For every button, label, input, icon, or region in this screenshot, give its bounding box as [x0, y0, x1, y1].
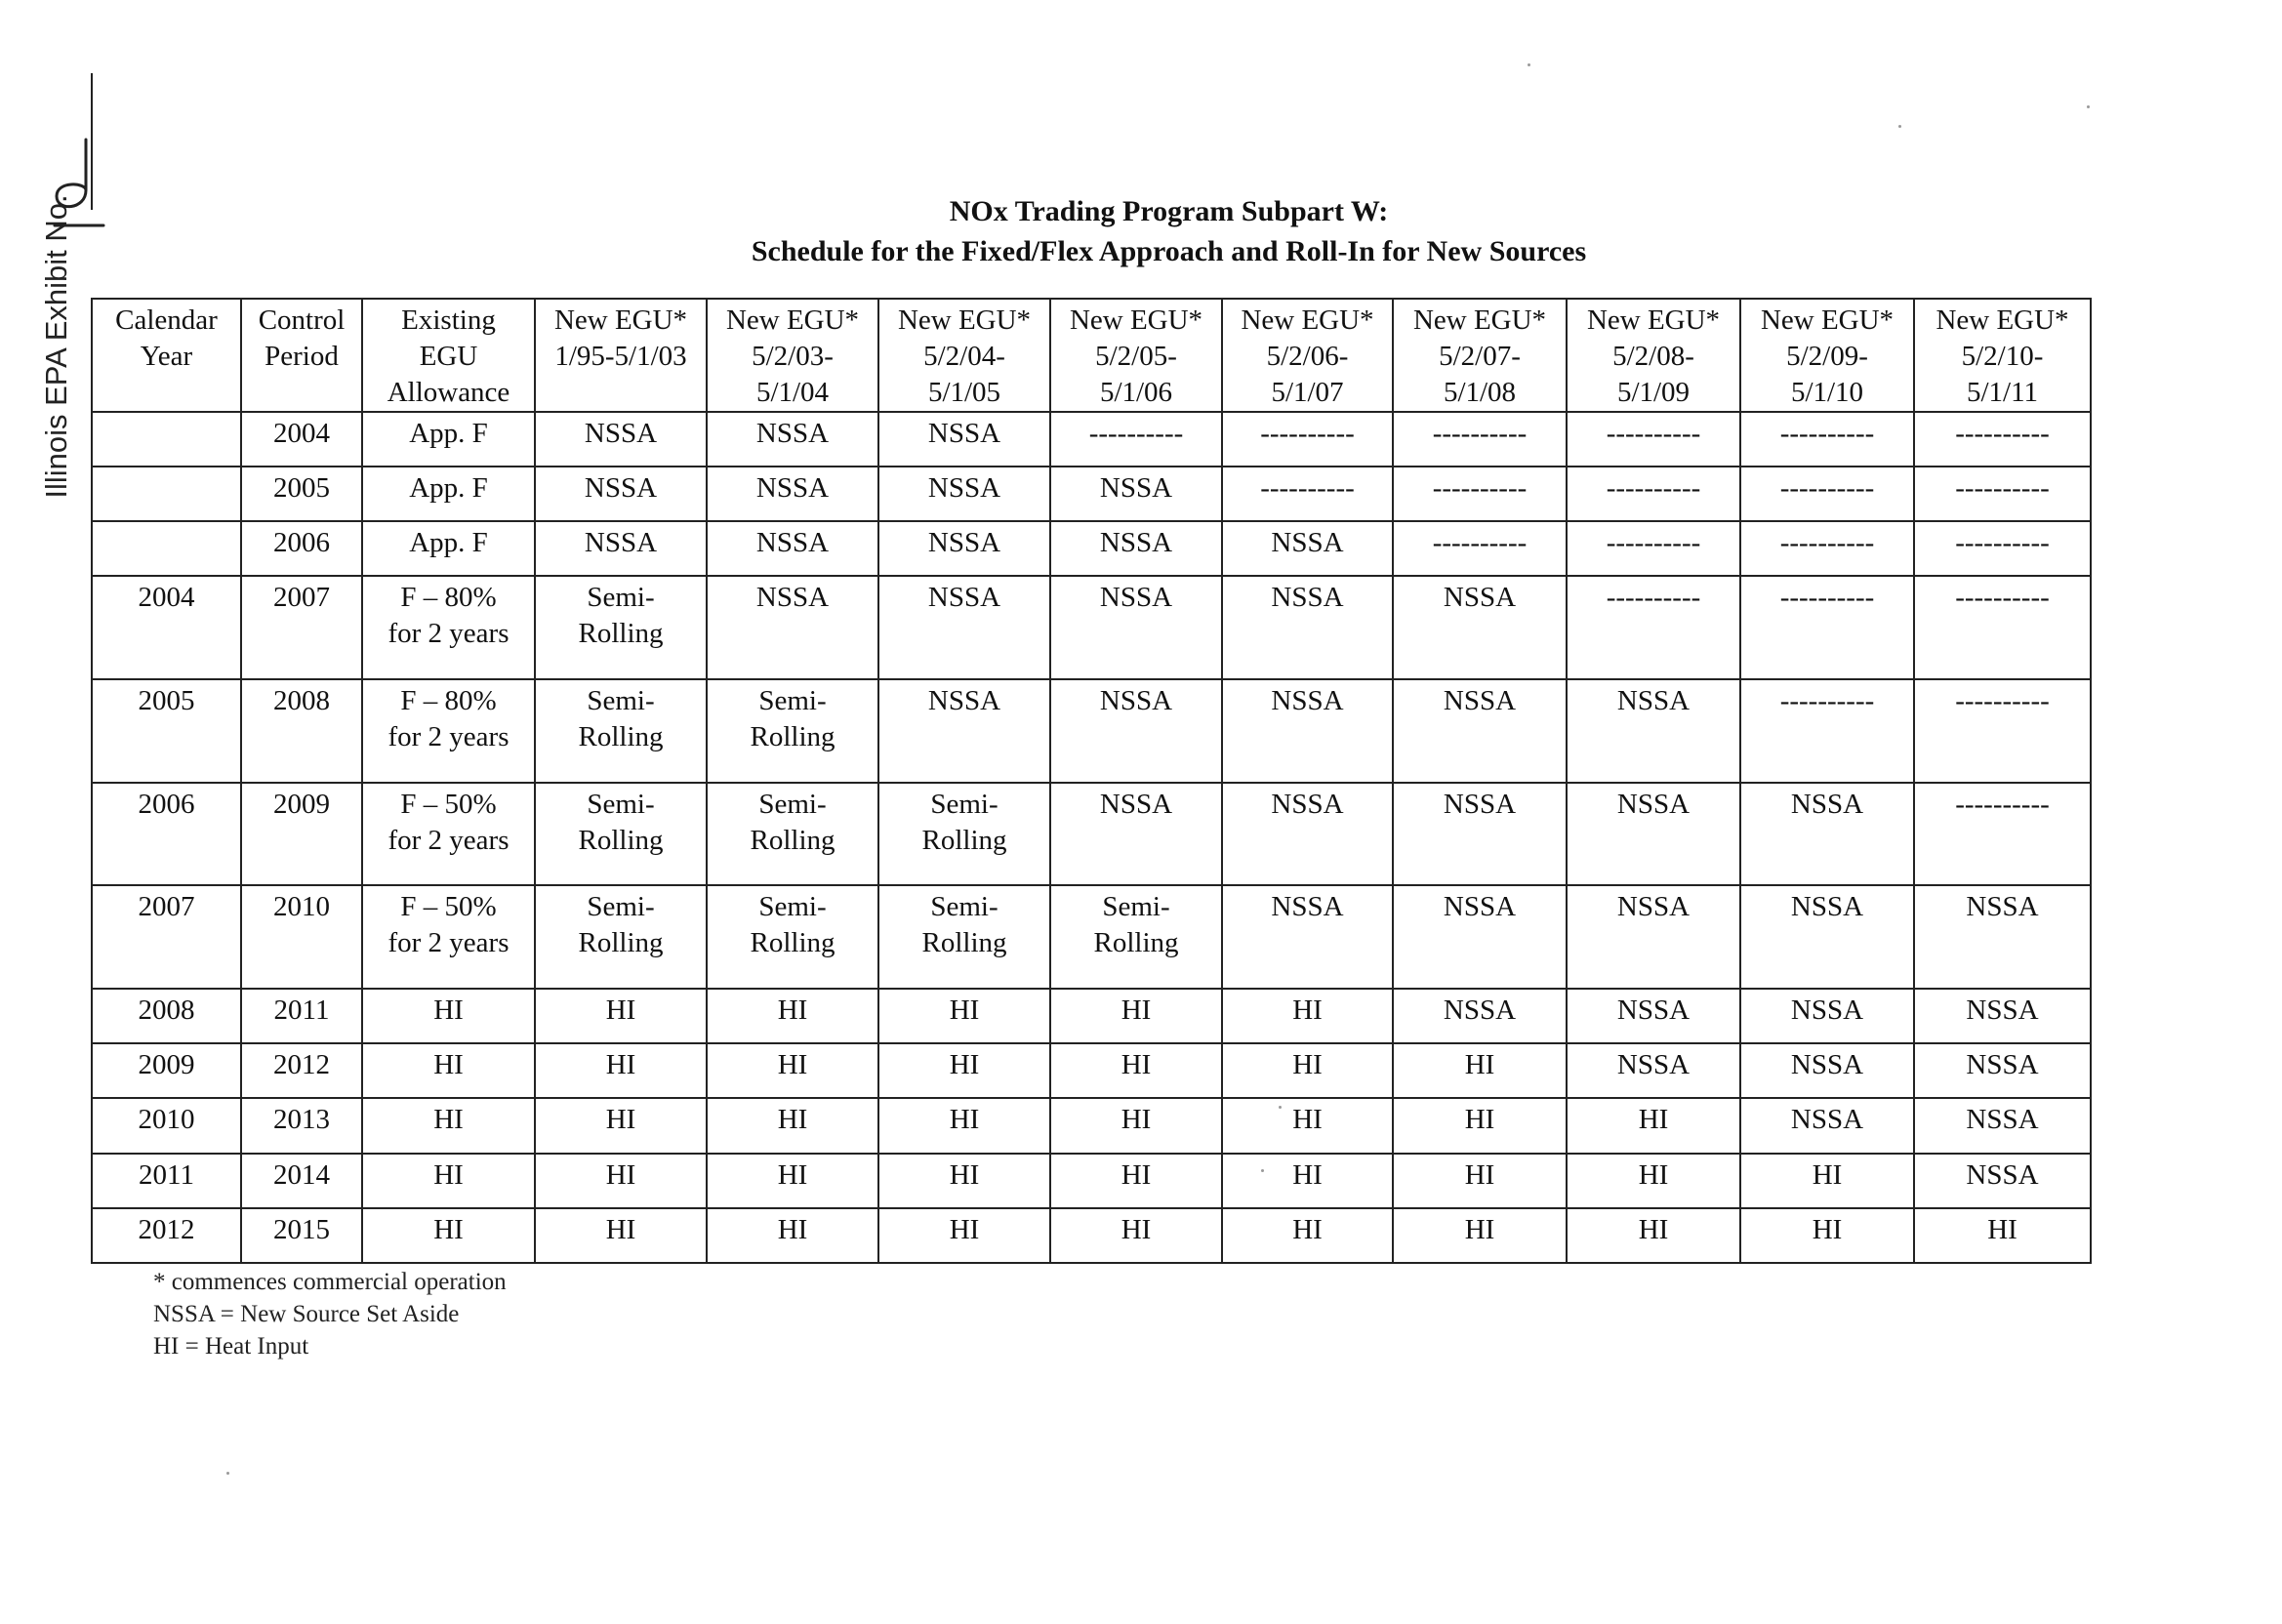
table-cell: ----------: [1050, 412, 1222, 467]
table-cell: HI: [1567, 1098, 1740, 1153]
table-cell: ----------: [1393, 412, 1567, 467]
table-cell: HI: [1050, 1098, 1222, 1153]
table-cell: [362, 885, 535, 989]
table-cell-line: Semi-: [587, 788, 655, 820]
table-cell: ----------: [1567, 412, 1740, 467]
table-cell: HI: [1393, 1208, 1567, 1263]
table-cell: NSSA: [535, 467, 707, 521]
table-cell: NSSA: [1222, 885, 1393, 989]
column-header: [1567, 299, 1740, 412]
table-cell: HI: [1222, 989, 1393, 1043]
table-cell: NSSA: [707, 521, 878, 576]
scan-speck: [1279, 1106, 1282, 1109]
table-cell: ----------: [1740, 412, 1914, 467]
table-cell: ----------: [1567, 576, 1740, 679]
table-cell: [707, 885, 878, 989]
table-cell: NSSA: [1222, 783, 1393, 886]
table-cell: 2014: [241, 1154, 362, 1208]
table-cell-line: Rolling: [921, 824, 1007, 856]
column-header-line: 5/1/08: [1443, 377, 1517, 408]
column-header-line: 5/1/06: [1099, 377, 1173, 408]
column-header-line: 5/1/04: [755, 377, 830, 408]
title-line-2: Schedule for the Fixed/Flex Approach and Roll-In for New Sources: [751, 235, 1587, 267]
table-cell-line: Semi-: [758, 788, 827, 820]
table-cell: 2009: [92, 1043, 241, 1098]
table-cell: NSSA: [1567, 989, 1740, 1043]
table-cell-line: Rolling: [1093, 927, 1179, 959]
table-cell: NSSA: [1914, 989, 2091, 1043]
table-row: [92, 989, 2091, 1043]
table-cell-line: Semi-: [930, 788, 998, 820]
table-cell: [535, 679, 707, 783]
table-cell: NSSA: [1393, 885, 1567, 989]
column-header: [535, 299, 707, 412]
table-cell: ----------: [1393, 467, 1567, 521]
column-header: [1393, 299, 1567, 412]
scan-speck: [226, 1472, 229, 1475]
table-cell: ----------: [1914, 467, 2091, 521]
table-cell: NSSA: [1050, 521, 1222, 576]
table-cell: [362, 783, 535, 886]
table-cell: HI: [1050, 1208, 1222, 1263]
table-cell: 2013: [241, 1098, 362, 1153]
table-cell: HI: [1222, 1154, 1393, 1208]
table-cell: NSSA: [1740, 989, 1914, 1043]
schedule-table: [91, 298, 2092, 1264]
table-row: [92, 885, 2091, 989]
column-header-line: 5/2/06-: [1266, 341, 1349, 372]
footnote-line: HI = Heat Input: [153, 1333, 309, 1360]
column-header-line: 5/2/08-: [1612, 341, 1694, 372]
column-header-line: EGU: [419, 341, 478, 372]
column-header: [1740, 299, 1914, 412]
table-cell: HI: [1222, 1043, 1393, 1098]
table-cell: HI: [1050, 989, 1222, 1043]
column-header-line: 5/2/10-: [1961, 341, 2044, 372]
column-header-line: 5/2/09-: [1786, 341, 1868, 372]
scan-speck: [2087, 105, 2090, 108]
table-cell: NSSA: [878, 412, 1050, 467]
table-cell: 2007: [92, 885, 241, 989]
table-cell: [362, 576, 535, 679]
table-row: [92, 679, 2091, 783]
table-cell: [92, 521, 241, 576]
table-cell: HI: [535, 989, 707, 1043]
table-cell: HI: [535, 1043, 707, 1098]
table-cell: 2011: [241, 989, 362, 1043]
table-cell-line: Rolling: [578, 618, 664, 650]
footnote-line: NSSA = New Source Set Aside: [153, 1301, 460, 1327]
table-cell-line: F – 50%: [400, 788, 497, 820]
table-cell: ----------: [1914, 521, 2091, 576]
column-header-line: 5/1/07: [1271, 377, 1344, 408]
table-cell: NSSA: [707, 412, 878, 467]
table-cell: HI: [878, 1208, 1050, 1263]
table-cell: HI: [707, 1098, 878, 1153]
table-cell: ----------: [1740, 576, 1914, 679]
table-cell: 2012: [241, 1043, 362, 1098]
table-cell: NSSA: [1567, 679, 1740, 783]
table-row: [92, 1043, 2091, 1098]
table-cell: NSSA: [1222, 521, 1393, 576]
table-cell: HI: [1740, 1208, 1914, 1263]
column-header: [878, 299, 1050, 412]
table-cell: NSSA: [1740, 885, 1914, 989]
table-cell: NSSA: [878, 521, 1050, 576]
column-header-line: 5/2/03-: [752, 341, 834, 372]
table-row: [92, 521, 2091, 576]
column-header-line: New EGU*: [1069, 304, 1203, 336]
table-row: [92, 783, 2091, 886]
column-header-line: Existing: [401, 304, 496, 336]
table-cell: NSSA: [1393, 989, 1567, 1043]
table-cell: 2004: [241, 412, 362, 467]
column-header-line: 5/2/04-: [923, 341, 1005, 372]
table-row: [92, 1208, 2091, 1263]
table-cell: [878, 783, 1050, 886]
column-header-line: Year: [140, 341, 193, 372]
table-cell: ----------: [1914, 679, 2091, 783]
table-cell: HI: [1222, 1098, 1393, 1153]
table-cell: NSSA: [1050, 576, 1222, 679]
table-row: [92, 467, 2091, 521]
column-header-line: 5/2/07-: [1439, 341, 1521, 372]
column-header-line: 5/1/05: [927, 377, 1001, 408]
column-header-line: New EGU*: [553, 304, 688, 336]
table-cell-line: Rolling: [921, 927, 1007, 959]
table-cell-line: F – 80%: [400, 582, 497, 614]
table-row: [92, 1098, 2091, 1153]
table-cell: HI: [1393, 1154, 1567, 1208]
table-cell: HI: [1914, 1208, 2091, 1263]
table-cell: NSSA: [1740, 783, 1914, 886]
table-cell-line: F – 50%: [400, 891, 497, 923]
table-cell: HI: [707, 989, 878, 1043]
column-header-line: New EGU*: [725, 304, 860, 336]
table-cell: HI: [1393, 1098, 1567, 1153]
table-cell: NSSA: [707, 576, 878, 679]
table-cell: NSSA: [878, 576, 1050, 679]
table-cell-line: Rolling: [578, 721, 664, 753]
column-header: [707, 299, 878, 412]
column-header-line: Allowance: [387, 377, 510, 408]
table-cell: HI: [878, 1098, 1050, 1153]
table-cell: HI: [878, 1154, 1050, 1208]
column-header-line: 5/1/10: [1790, 377, 1864, 408]
column-header-line: Calendar: [115, 304, 218, 336]
table-cell: NSSA: [1393, 576, 1567, 679]
table-cell: HI: [707, 1154, 878, 1208]
table-cell: ----------: [1740, 467, 1914, 521]
table-cell: ----------: [1914, 576, 2091, 679]
table-cell-line: Rolling: [750, 824, 835, 856]
column-header-line: 5/1/11: [1966, 377, 2039, 408]
table-cell: NSSA: [1222, 679, 1393, 783]
table-cell: 2005: [241, 467, 362, 521]
exhibit-stamp-label: Illinois EPA Exhibit No.: [39, 194, 73, 499]
table-cell: HI: [707, 1043, 878, 1098]
table-cell: 2004: [92, 576, 241, 679]
title-line-1: NOx Trading Program Subpart W:: [949, 195, 1389, 227]
table-cell: NSSA: [1393, 679, 1567, 783]
column-header-line: 1/95-5/1/03: [554, 341, 687, 372]
table-cell: ----------: [1222, 467, 1393, 521]
table-cell: 2006: [92, 783, 241, 886]
table-header-row: [92, 299, 2091, 412]
table-cell: HI: [535, 1154, 707, 1208]
table-cell: HI: [1050, 1154, 1222, 1208]
table-cell: NSSA: [1567, 783, 1740, 886]
table-cell-line: Rolling: [578, 927, 664, 959]
table-cell: ----------: [1393, 521, 1567, 576]
table-cell: App. F: [362, 467, 535, 521]
column-header: [1222, 299, 1393, 412]
table-cell: [707, 679, 878, 783]
column-header-line: New EGU*: [1241, 304, 1374, 336]
table-cell: NSSA: [535, 412, 707, 467]
table-row: [92, 1154, 2091, 1208]
document-title: [0, 191, 2282, 271]
table-cell-line: for 2 years: [387, 721, 509, 753]
column-header: [92, 299, 241, 412]
table-cell: HI: [362, 1208, 535, 1263]
table-cell: 2009: [241, 783, 362, 886]
column-header-line: New EGU*: [897, 304, 1032, 336]
table-cell: NSSA: [1050, 783, 1222, 886]
table-cell: NSSA: [535, 521, 707, 576]
column-header-line: New EGU*: [1412, 304, 1547, 336]
scan-speck: [1261, 1169, 1264, 1172]
table-cell: HI: [1222, 1208, 1393, 1263]
table-cell: HI: [1567, 1208, 1740, 1263]
table-cell-line: Rolling: [578, 824, 664, 856]
table-cell-line: Semi-: [1102, 891, 1170, 923]
table-cell: [362, 679, 535, 783]
table-cell-line: Semi-: [758, 685, 827, 717]
table-cell: NSSA: [1914, 885, 2091, 989]
table-cell-line: Semi-: [587, 891, 655, 923]
table-cell: HI: [878, 989, 1050, 1043]
column-header-line: New EGU*: [1760, 304, 1895, 336]
footnotes: [153, 1266, 507, 1362]
table-cell: HI: [362, 989, 535, 1043]
table-cell-line: Semi-: [587, 685, 655, 717]
table-row: [92, 412, 2091, 467]
table-cell: HI: [362, 1154, 535, 1208]
table-cell-line: Rolling: [750, 721, 835, 753]
table-cell: NSSA: [1050, 467, 1222, 521]
table-cell: NSSA: [1222, 576, 1393, 679]
scan-speck: [1528, 63, 1530, 66]
table-cell: NSSA: [707, 467, 878, 521]
table-cell-line: Semi-: [758, 891, 827, 923]
table-row: [92, 576, 2091, 679]
table-cell: HI: [878, 1043, 1050, 1098]
table-cell: HI: [1567, 1154, 1740, 1208]
table-cell: HI: [1393, 1043, 1567, 1098]
table-cell: NSSA: [1914, 1154, 2091, 1208]
table-cell: 2007: [241, 576, 362, 679]
table-cell: [535, 885, 707, 989]
table-cell: ----------: [1740, 521, 1914, 576]
scan-speck: [1898, 125, 1901, 128]
table-cell: [1050, 885, 1222, 989]
table-cell: 2011: [92, 1154, 241, 1208]
table-cell: NSSA: [1740, 1098, 1914, 1153]
table-cell: [92, 467, 241, 521]
table-cell: App. F: [362, 412, 535, 467]
table-cell: HI: [1740, 1154, 1914, 1208]
table-cell: NSSA: [1914, 1043, 2091, 1098]
table-cell: NSSA: [1393, 783, 1567, 886]
table-cell: ----------: [1914, 412, 2091, 467]
table-cell: HI: [535, 1098, 707, 1153]
column-header: [362, 299, 535, 412]
table-cell: ----------: [1567, 521, 1740, 576]
table-cell-line: for 2 years: [387, 824, 509, 856]
table-cell: HI: [362, 1043, 535, 1098]
table-body: [92, 412, 2091, 1263]
column-header-line: 5/1/09: [1616, 377, 1691, 408]
table-cell: [535, 783, 707, 886]
table-cell: 2006: [241, 521, 362, 576]
table-cell: HI: [535, 1208, 707, 1263]
column-header-line: New EGU*: [1936, 304, 2069, 336]
table-cell: NSSA: [1914, 1098, 2091, 1153]
table-cell: 2015: [241, 1208, 362, 1263]
table-cell: App. F: [362, 521, 535, 576]
table-cell-line: for 2 years: [387, 927, 509, 959]
table-cell: [535, 576, 707, 679]
footnote-line: * commences commercial operation: [153, 1269, 507, 1295]
table-cell: 2010: [241, 885, 362, 989]
column-header-line: New EGU*: [1586, 304, 1721, 336]
column-header: [1050, 299, 1222, 412]
column-header-line: Period: [265, 341, 339, 372]
table-cell: 2008: [92, 989, 241, 1043]
table-cell-line: Semi-: [587, 582, 655, 614]
table-cell-line: Semi-: [930, 891, 998, 923]
table-cell-line: for 2 years: [387, 618, 509, 650]
table-cell: HI: [1050, 1043, 1222, 1098]
table-cell: HI: [707, 1208, 878, 1263]
table-cell: NSSA: [1567, 885, 1740, 989]
table-cell: 2010: [92, 1098, 241, 1153]
table-cell: 2005: [92, 679, 241, 783]
table-cell: NSSA: [1740, 1043, 1914, 1098]
table-cell: ----------: [1567, 467, 1740, 521]
table-cell: NSSA: [878, 467, 1050, 521]
table-cell-line: Rolling: [750, 927, 835, 959]
table-cell: NSSA: [878, 679, 1050, 783]
table-cell: ----------: [1740, 679, 1914, 783]
table-cell: HI: [362, 1098, 535, 1153]
column-header-line: Control: [258, 304, 346, 336]
column-header: [241, 299, 362, 412]
table-cell: ----------: [1914, 783, 2091, 886]
table-cell: 2008: [241, 679, 362, 783]
table-cell: [92, 412, 241, 467]
table-cell: 2012: [92, 1208, 241, 1263]
column-header: [1914, 299, 2091, 412]
table-cell-line: F – 80%: [400, 685, 497, 717]
table-cell: NSSA: [1050, 679, 1222, 783]
table-cell: NSSA: [1567, 1043, 1740, 1098]
table-cell: [707, 783, 878, 886]
table-cell: ----------: [1222, 412, 1393, 467]
table-cell: [878, 885, 1050, 989]
column-header-line: 5/2/05-: [1095, 341, 1177, 372]
